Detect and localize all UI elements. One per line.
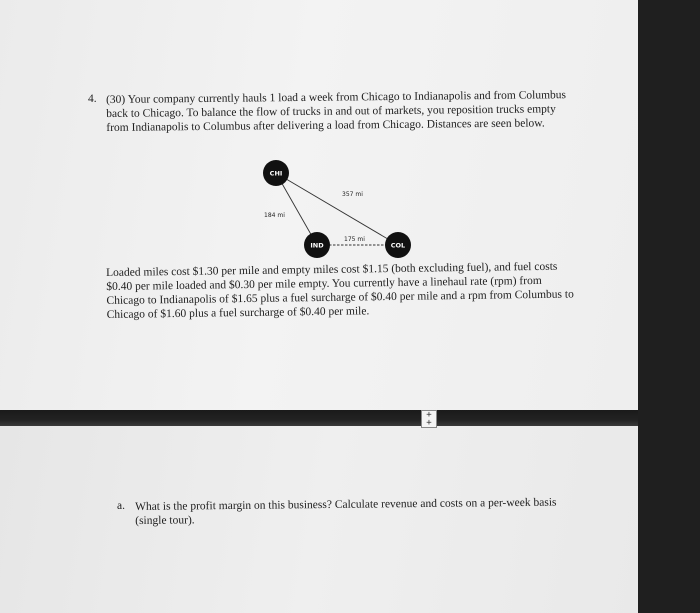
node-chi-label: CHI (269, 169, 283, 178)
edge-ind-col-label: 175 mi (344, 236, 365, 243)
background-dark (638, 0, 700, 613)
node-ind-label: IND (310, 241, 324, 250)
part-a-letter: a. (117, 500, 125, 512)
page-divider (0, 410, 638, 426)
edge-chi-ind-label: 184 mi (264, 212, 285, 219)
page-break-handle-icon[interactable]: + + (421, 410, 437, 428)
question-text: (30) Your company currently hauls 1 load a week from Chicago to Indianapolis and from Columbus back to Chicago. To balance the flow of trucks in and out of markets, you reposition trucks empty from Indianapolis to Columbus after delivering a load from Chicago. Distances are seen below. (106, 89, 567, 134)
edge-chi-col (276, 173, 398, 245)
question-number: 4. (88, 93, 97, 105)
problem-body-text: Loaded miles cost $1.30 per mile and empty miles cost $1.15 (both excluding fuel), and fuel costs $0.40 per mile loaded and $0.30 per mile empty. You currently have a linehaul rate (rpm) from Chicago to Indianapolis of $1.65 plus a fuel surcharge of $0.40 per mile and a rpm from Columbus to Chicago of $1.60 plus a fuel surcharge of $0.40 per mile. (106, 260, 574, 321)
edge-chi-col-label: 357 mi (342, 191, 363, 198)
node-col-label: COL (390, 241, 406, 250)
part-a-question: What is the profit margin on this business? Calculate revenue and costs on a per-week basis (single tour). (135, 496, 557, 527)
route-diagram (250, 155, 430, 265)
